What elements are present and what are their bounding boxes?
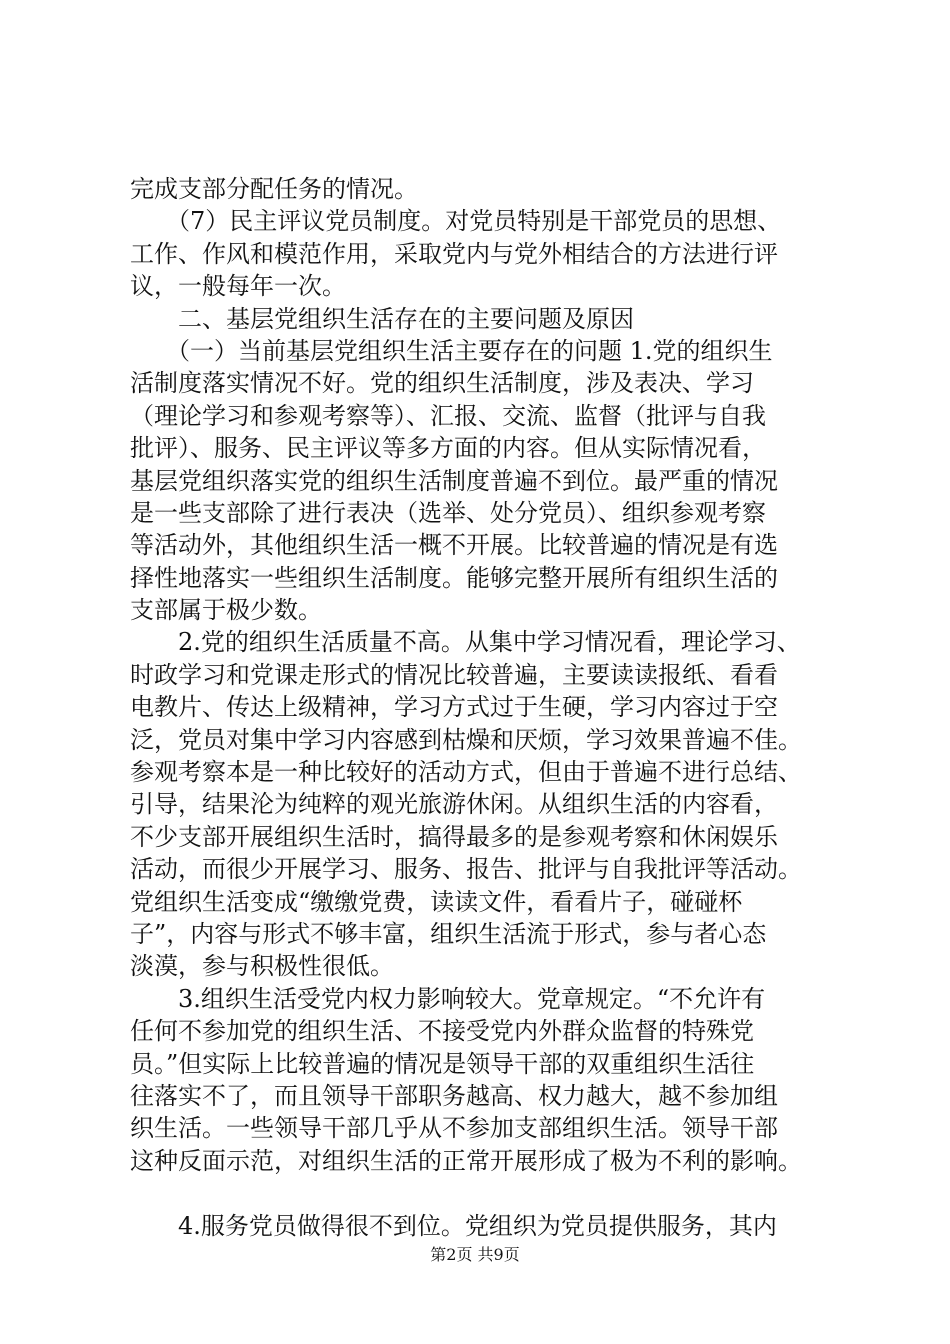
text-line: 二、基层党组织生活存在的主要问题及原因 xyxy=(130,304,634,333)
text-line: 往落实不了，而且领导干部职务越高、权力越大，越不参加组 xyxy=(130,1081,778,1110)
text-line: 工作、作风和模范作用，采取党内与党外相结合的方法进行评 xyxy=(130,239,778,268)
paragraph-gap xyxy=(130,1177,830,1209)
text-line: 不少支部开展组织生活时，搞得最多的是参观考察和休闲娱乐 xyxy=(130,822,778,851)
text-line: 基层党组织落实党的组织生活制度普遍不到位。最严重的情况 xyxy=(130,466,778,495)
text-line: （理论学习和参观考察等）、汇报、交流、监督（批评与自我 xyxy=(130,401,766,430)
text-line: 引导，结果沦为纯粹的观光旅游休闲。从组织生活的内容看， xyxy=(130,790,778,819)
text-line: 时政学习和党课走形式的情况比较普遍，主要读读报纸、看看 xyxy=(130,660,778,689)
text-line: 等活动外，其他组织生活一概不开展。比较普遍的情况是有选 xyxy=(130,531,778,560)
text-line: （7）民主评议党员制度。对党员特别是干部党员的思想、 xyxy=(130,207,782,236)
text-line: 批评）、服务、民主评议等多方面的内容。但从实际情况看， xyxy=(130,434,766,463)
text-line: 支部属于极少数。 xyxy=(130,596,322,625)
text-line: 任何不参加党的组织生活、不接受党内外群众监督的特殊党 xyxy=(130,1017,754,1046)
text-line: 子”，内容与形式不够丰富，组织生活流于形式，参与者心态 xyxy=(130,919,767,948)
text-line: 这种反面示范，对组织生活的正常开展形成了极为不利的影响。 xyxy=(130,1146,802,1175)
text-line: （一）当前基层党组织生活主要存在的问题 1.党的组织生 xyxy=(130,336,773,365)
text-line: 活动，而很少开展学习、服务、报告、批评与自我批评等活动。 xyxy=(130,855,802,884)
text-line: 泛，党员对集中学习内容感到枯燥和厌烦，学习效果普遍不佳。 xyxy=(130,725,802,754)
text-line: 4.服务党员做得很不到位。党组织为党员提供服务，其内 xyxy=(130,1211,777,1240)
text-line: 2.党的组织生活质量不高。从集中学习情况看，理论学习、 xyxy=(130,628,801,657)
text-line: 完成支部分配任务的情况。 xyxy=(130,175,418,203)
text-line: 参观考察本是一种比较好的活动方式，但由于普遍不进行总结、 xyxy=(130,758,802,787)
text-line: 淡漠，参与积极性很低。 xyxy=(130,952,394,981)
text-line: 择性地落实一些组织生活制度。能够完整开展所有组织生活的 xyxy=(130,563,778,592)
page-footer: 第2页 共9页 xyxy=(430,1245,520,1264)
text-line: 3.组织生活受党内权力影响较大。党章规定。“不允许有 xyxy=(130,984,766,1013)
text-line: 员。”但实际上比较普遍的情况是领导干部的双重组织生活往 xyxy=(130,1049,755,1078)
document-body xyxy=(130,173,830,1242)
text-line: 电教片、传达上级精神，学习方式过于生硬，学习内容过于空 xyxy=(130,693,778,722)
text-line: 活制度落实情况不好。党的组织生活制度，涉及表决、学习 xyxy=(130,369,754,398)
text-line: 是一些支部除了进行表决（选举、处分党员）、组织参观考察 xyxy=(130,498,766,527)
text-line: 党组织生活变成“缴缴党费，读读文件，看看片子，碰碰杯 xyxy=(130,887,743,916)
text-line: 议，一般每年一次。 xyxy=(130,272,346,301)
text-line: 织生活。一些领导干部几乎从不参加支部组织生活。领导干部 xyxy=(130,1114,778,1143)
